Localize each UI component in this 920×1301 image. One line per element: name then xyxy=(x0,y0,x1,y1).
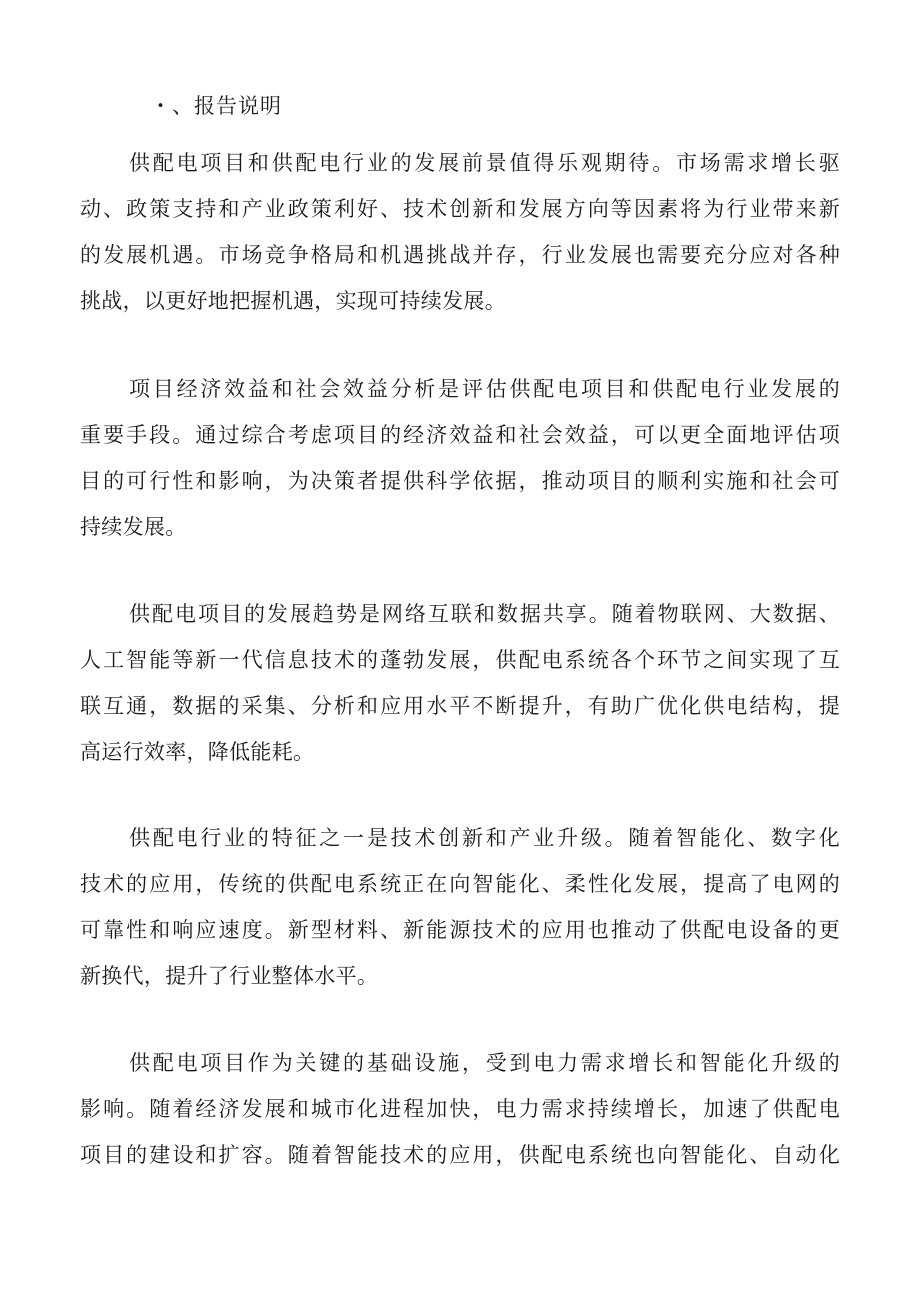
paragraph-line: 的发展机遇。市场竞争格局和机遇挑战并存，行业发展也需要充分应对各种 xyxy=(80,243,840,267)
paragraph-line: 目的可行性和影响，为决策者提供科学依据，推动项目的顺利实施和社会可 xyxy=(80,469,840,493)
paragraph-line: 供配电行业的特征之一是技术创新和产业升级。随着智能化、数字化 xyxy=(129,826,840,850)
paragraph-line: 重要手段。通过综合考虑项目的经济效益和社会效益，可以更全面地评估项 xyxy=(80,423,840,447)
paragraph-line: 新换代，提升了行业整体水平。 xyxy=(80,964,379,988)
paragraph-line: 高运行效率，降低能耗。 xyxy=(80,740,315,764)
paragraph-line: 联互通，数据的采集、分析和应用水平不断提升，有助广优化供电结构，提 xyxy=(80,694,840,718)
paragraph-line: 可靠性和响应速度。新型材料、新能源技术的应用也推动了供配电设备的更 xyxy=(80,918,840,942)
paragraph-line: 人工智能等新一代信息技术的蓬勃发展，供配电系统各个环节之间实现了互 xyxy=(80,648,840,672)
paragraph-line: 技术的应用，传统的供配电系统正在向智能化、柔性化发展，提高了电网的 xyxy=(80,872,840,896)
paragraph-line: 项目经济效益和社会效益分析是评估供配电项目和供配电行业发展的 xyxy=(129,377,840,401)
section-heading: ・、报告说明 xyxy=(150,94,282,118)
paragraph-line: 供配电项目和供配电行业的发展前景值得乐观期待。市场需求增长驱 xyxy=(129,151,840,175)
paragraph-line: 项目的建设和扩容。随着智能技术的应用，供配电系统也向智能化、自动化 xyxy=(80,1143,840,1167)
paragraph-technology-innovation xyxy=(80,815,840,999)
paragraph-benefit-analysis xyxy=(80,366,840,550)
paragraph-network-trend xyxy=(80,591,840,775)
paragraph-line: 持续发展。 xyxy=(80,515,187,539)
paragraph-infrastructure xyxy=(80,1040,840,1178)
paragraph-line: 供配电项目作为关键的基础设施，受到电力需求增长和智能化升级的 xyxy=(129,1051,840,1075)
paragraph-line: 挑战，以更好地把握机遇，实现可持续发展。 xyxy=(80,289,506,313)
paragraph-line: 动、政策支持和产业政策利好、技术创新和发展方向等因素将为行业带来新 xyxy=(80,197,840,221)
paragraph-line: 供配电项目的发展趋势是网络互联和数据共享。随着物联网、大数据、 xyxy=(129,602,840,626)
paragraph-outlook xyxy=(80,140,840,324)
paragraph-line: 影响。随着经济发展和城市化进程加快，电力需求持续增长，加速了供配电 xyxy=(80,1097,840,1121)
